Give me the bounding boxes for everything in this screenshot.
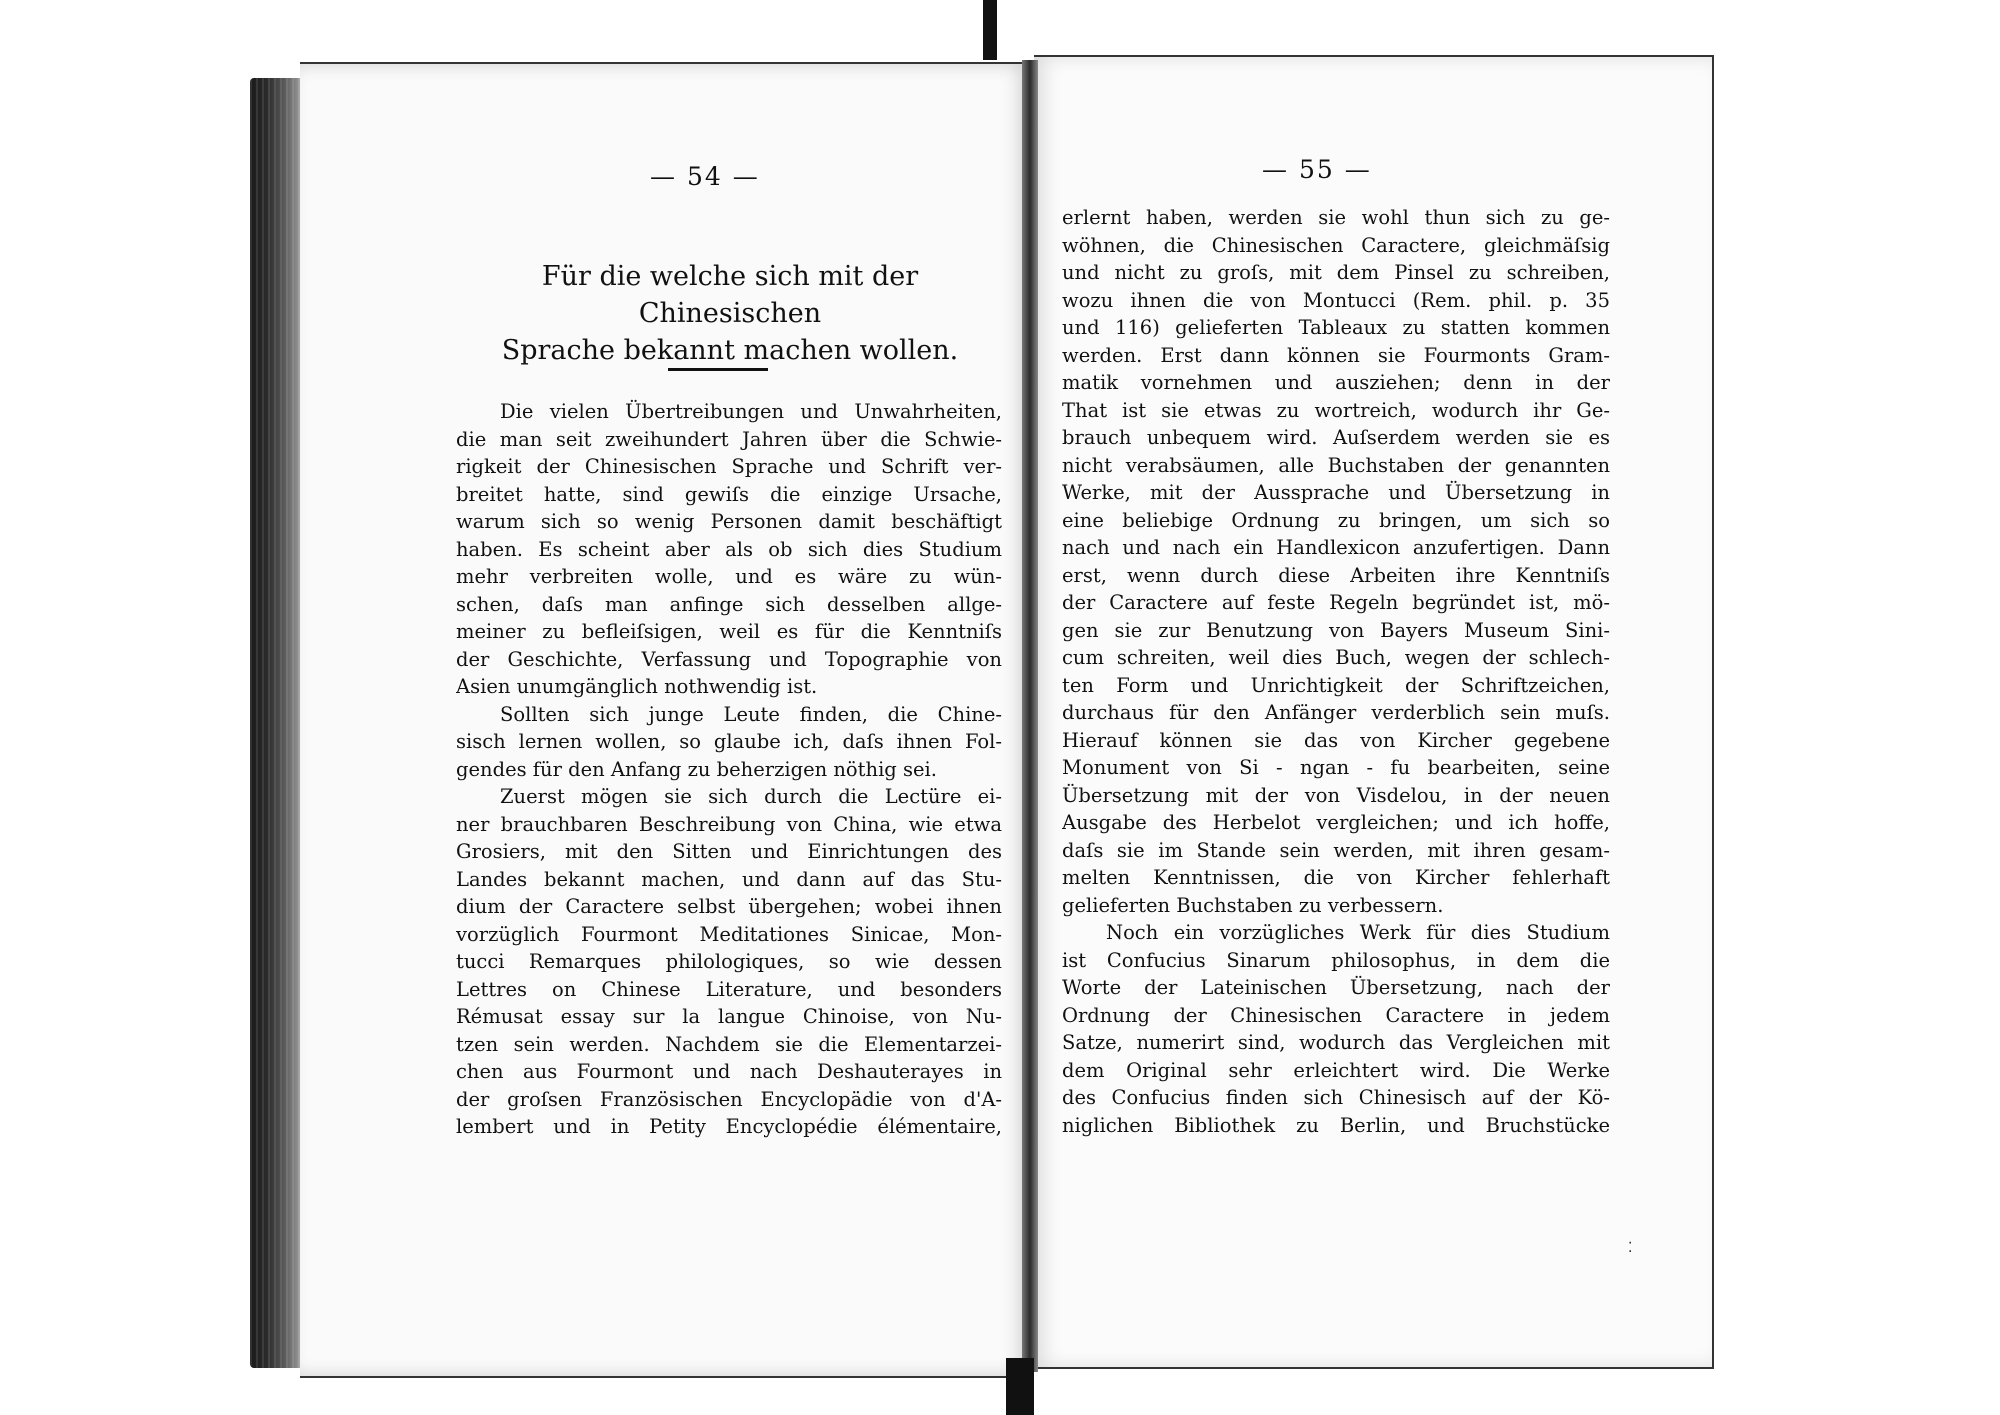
text-line: eine beliebige Ordnung zu bringen, um sich so (1062, 508, 1610, 532)
text-line: tucci Remarques philologiques, so wie dessen (456, 950, 1002, 973)
text-line: Übersetzung mit der von Visdelou, in der neuen (1062, 783, 1610, 807)
text-line: wozu ihnen die von Montucci (Rem. phil. p. 35 (1062, 288, 1610, 312)
text-line: Rémusat essay sur la langue Chinoise, von Nu- (456, 1005, 1002, 1028)
text-line: durchaus für den Anfänger verderblich sein muſs. (1062, 701, 1610, 724)
text-line: breitet hatte, sind gewiſs die einzige Ursache, (456, 482, 1002, 506)
text-line: nach und nach ein Handlexicon anzufertigen. Dann (1062, 536, 1610, 559)
text-line: gen sie zur Benutzung von Bayers Museum Sini- (1062, 618, 1610, 642)
text-line: Noch ein vorzügliches Werk für dies Studium (1106, 921, 1610, 944)
text-line: ner brauchbaren Beschreibung von China, wie etwa (456, 812, 1002, 836)
text-line: niglichen Bibliothek zu Berlin, und Bruchstücke (1062, 1113, 1610, 1137)
chapter-title (450, 258, 1010, 369)
text-line: der Caractere auf feste Regeln begründet ist, mö- (1062, 591, 1610, 614)
text-line: erst, wenn durch diese Arbeiten ihre Kenntniſs (1062, 563, 1610, 587)
chapter-title-line-1: Für die welche sich mit der Chinesischen (541, 261, 919, 329)
text-line: der Geschichte, Verfassung und Topographie von (456, 647, 1002, 671)
ink-speck: ⁚ (1628, 1240, 1633, 1256)
text-line: chen aus Fourmont und nach Deshauterayes in (456, 1060, 1002, 1083)
text-line: meiner zu befleiſsigen, weil es für die Kenntniſs (456, 620, 1002, 643)
text-line: die man seit zweihundert Jahren über die Schwie- (456, 427, 1002, 451)
text-line: Grosiers, mit den Sitten und Einrichtungen des (456, 840, 1002, 863)
text-line: rigkeit der Chinesischen Sprache und Schrift ver- (456, 455, 1002, 478)
text-line: schen, daſs man anfinge sich desselben allge- (456, 592, 1002, 616)
text-line: Werke, mit der Aussprache und Übersetzung in (1062, 481, 1610, 504)
text-line: des Confucius finden sich Chinesisch auf der Kö- (1062, 1086, 1610, 1109)
text-line: melten Kenntnissen, die von Kircher fehlerhaft (1062, 866, 1610, 889)
text-line: gendes für den Anfang zu beherzigen nöthig sei. (456, 757, 937, 781)
title-divider (668, 368, 768, 371)
page-stack-edge (250, 78, 305, 1368)
text-line: und 116) gelieferten Tableaux zu statten kommen (1062, 316, 1610, 339)
text-line: Zuerst mögen sie sich durch die Lectüre ei- (500, 785, 1002, 808)
bookmark-ribbon-bottom (1006, 1358, 1034, 1415)
right-page-number: — 55 — (1262, 155, 1372, 184)
text-line: ten Form und Unrichtigkeit der Schriftzeichen, (1062, 673, 1610, 697)
text-line: lembert und in Petity Encyclopédie élémentaire, (456, 1115, 1002, 1138)
text-line: mehr verbreiten wolle, und es wäre zu wün- (456, 565, 1002, 588)
text-line: sisch lernen wollen, so glaube ich, daſs ihnen Fol- (456, 730, 1002, 753)
text-line: tzen sein werden. Nachdem sie die Elementarzei- (456, 1032, 1002, 1056)
left-page-number: — 54 — (650, 162, 760, 191)
text-line: daſs sie im Stande sein werden, mit ihren gesam- (1062, 838, 1610, 862)
text-line: Die vielen Übertreibungen und Unwahrheiten, (500, 400, 1002, 423)
text-line: warum sich so wenig Personen damit beschäftigt (456, 510, 1002, 533)
text-line: dem Original sehr erleichtert wird. Die Werke (1062, 1058, 1610, 1082)
bookmark-ribbon-top (983, 0, 997, 60)
text-line: dium der Caractere selbst übergehen; wobei ihnen (456, 895, 1002, 918)
text-line: vorzüglich Fourmont Meditationes Sinicae, Mon- (456, 922, 1002, 946)
text-line: Worte der Lateinischen Übersetzung, nach der (1062, 976, 1610, 999)
text-line: Asien unumgänglich nothwendig ist. (456, 675, 818, 698)
book-gutter (1022, 60, 1038, 1372)
text-line: erlernt haben, werden sie wohl thun sich zu ge- (1062, 206, 1610, 229)
text-line: Ordnung der Chinesischen Caractere in jedem (1062, 1003, 1610, 1027)
left-page-body (456, 398, 1002, 1141)
text-line: brauch unbequem wird. Auſserdem werden sie es (1062, 426, 1610, 449)
text-line: ist Confucius Sinarum philosophus, in dem die (1062, 948, 1610, 972)
text-line: wöhnen, die Chinesischen Caractere, gleichmäſsig (1062, 233, 1610, 257)
text-line: gelieferten Buchstaben zu verbessern. (1062, 893, 1444, 917)
text-line: der groſsen Französischen Encyclopädie von d'A- (456, 1087, 1002, 1111)
text-line: haben. Es scheint aber als ob sich dies Studium (456, 537, 1002, 561)
text-line: Ausgabe des Herbelot vergleichen; und ich hoffe, (1062, 811, 1610, 834)
text-line: und nicht zu groſs, mit dem Pinsel zu schreiben, (1062, 261, 1610, 284)
text-line: Landes bekannt machen, und dann auf das Stu- (456, 867, 1002, 891)
text-line: cum schreiten, weil dies Buch, wegen der schlech- (1062, 646, 1610, 669)
text-line: That ist sie etwas zu wortreich, wodurch ihr Ge- (1062, 398, 1610, 422)
right-page-body (1062, 204, 1610, 1139)
text-line: werden. Erst dann können sie Fourmonts Gram- (1062, 343, 1610, 367)
text-line: Satze, numerirt sind, wodurch das Vergleichen mit (1062, 1031, 1610, 1054)
text-line: nicht verabsäumen, alle Buchstaben der genannten (1062, 453, 1610, 477)
text-line: Hierauf können sie das von Kircher gegebene (1062, 728, 1610, 752)
text-line: Monument von Si - ngan - fu bearbeiten, seine (1062, 756, 1610, 779)
text-line: Lettres on Chinese Literature, und besonders (456, 977, 1002, 1001)
chapter-title-line-2: Sprache bekannt machen wollen. (501, 335, 959, 366)
text-line: matik vornehmen und ausziehen; denn in der (1062, 371, 1610, 394)
text-line: Sollten sich junge Leute finden, die Chine- (500, 702, 1002, 726)
